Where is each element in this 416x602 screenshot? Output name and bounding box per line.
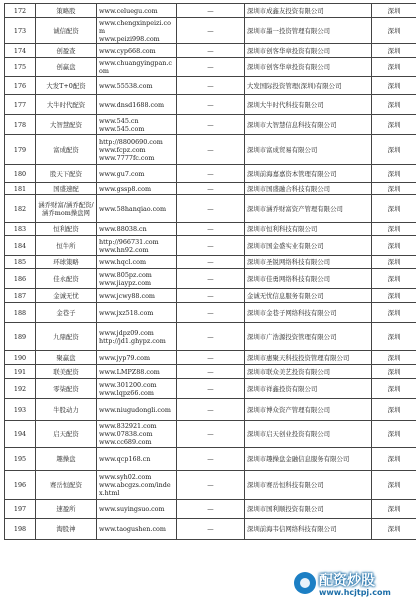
- cell-dash: —: [177, 289, 245, 303]
- cell-dash: —: [177, 448, 245, 471]
- table-row: [5, 289, 416, 303]
- cell-city: 深圳: [372, 351, 416, 365]
- cell-company: 大发国际投资管理(深圳)有限公司: [245, 77, 372, 95]
- cell-dash: —: [177, 519, 245, 540]
- cell-number: 188: [5, 303, 36, 323]
- watermark-logo-icon: [294, 572, 316, 594]
- cell-number: 194: [5, 421, 36, 448]
- cell-company: 深圳市涵乔财富资产管理有限公司: [245, 195, 372, 223]
- cell-website: www.niugudongli.com: [97, 399, 177, 421]
- cell-company: 深圳市恒利科技有限公司: [245, 223, 372, 236]
- cell-number: 187: [5, 289, 36, 303]
- cell-website: www.taogushen.com: [97, 519, 177, 540]
- cell-website: www.jcwy88.com: [97, 289, 177, 303]
- cell-number: 182: [5, 195, 36, 223]
- cell-city: 深圳: [372, 269, 416, 289]
- table-row: [5, 323, 416, 351]
- cell-city: 深圳: [372, 379, 416, 399]
- cell-platform-name: 九鼎配资: [36, 323, 97, 351]
- cell-platform-name: 趣操盘: [36, 448, 97, 471]
- cell-number: 197: [5, 500, 36, 519]
- cell-platform-name: 恒牛所: [36, 236, 97, 256]
- cell-dash: —: [177, 223, 245, 236]
- cell-number: 198: [5, 519, 36, 540]
- cell-platform-name: 环球策略: [36, 256, 97, 269]
- cell-platform-name: 牛股动力: [36, 399, 97, 421]
- cell-company: 深圳市墨一投资管理有限公司: [245, 18, 372, 44]
- cell-city: 深圳: [372, 500, 416, 519]
- cell-company: 深圳市联众美艺投资有限公司: [245, 365, 372, 379]
- cell-dash: —: [177, 399, 245, 421]
- cell-number: 196: [5, 471, 36, 500]
- cell-dash: —: [177, 365, 245, 379]
- cell-dash: —: [177, 77, 245, 95]
- table-row: [5, 58, 416, 77]
- cell-company: 深圳市祥鑫投资有限公司: [245, 379, 372, 399]
- cell-number: 192: [5, 379, 36, 399]
- cell-website: www.88038.cn: [97, 223, 177, 236]
- cell-dash: —: [177, 421, 245, 448]
- table-row: [5, 399, 416, 421]
- cell-website: www.832921.com www.07838.com www.cc689.com: [97, 421, 177, 448]
- platform-table: [4, 3, 416, 540]
- cell-website: www.gu7.com: [97, 165, 177, 183]
- cell-dash: —: [177, 195, 245, 223]
- table-row: [5, 115, 416, 135]
- cell-website: www.cyp668.com: [97, 44, 177, 58]
- cell-company: 深圳市成鑫友投资有限公司: [245, 4, 372, 18]
- cell-website: http://966731.com www.hn92.com: [97, 236, 177, 256]
- cell-website: www.chengxinpeizi.com www.peizi998.com: [97, 18, 177, 44]
- cell-company: 深圳市国利顺投资有限公司: [245, 500, 372, 519]
- table-row: [5, 365, 416, 379]
- cell-company: 金诚无忧信息服务有限公司: [245, 289, 372, 303]
- cell-website: www.syh02.com www.abcgzs.com/index.html: [97, 471, 177, 500]
- table-row: [5, 500, 416, 519]
- watermark-url: www.hcjtpj.com: [319, 588, 391, 597]
- cell-number: 181: [5, 183, 36, 195]
- cell-city: 深圳: [372, 256, 416, 269]
- cell-city: 深圳: [372, 4, 416, 18]
- table-row: [5, 135, 416, 165]
- cell-platform-name: 聚赢盘: [36, 351, 97, 365]
- table-row: [5, 95, 416, 115]
- cell-dash: —: [177, 18, 245, 44]
- cell-number: 186: [5, 269, 36, 289]
- cell-platform-name: 创盈查: [36, 44, 97, 58]
- cell-company: 深圳前海韦信网络科技有限公司: [245, 519, 372, 540]
- cell-company: 深圳市博众资产管理有限公司: [245, 399, 372, 421]
- cell-city: 深圳: [372, 44, 416, 58]
- cell-dash: —: [177, 500, 245, 519]
- cell-website: www.suyingsuo.com: [97, 500, 177, 519]
- cell-company: 深圳市国盛融合科技有限公司: [245, 183, 372, 195]
- cell-platform-name: 大智慧配资: [36, 115, 97, 135]
- table-row: [5, 4, 416, 18]
- table-row: [5, 44, 416, 58]
- cell-number: 185: [5, 256, 36, 269]
- cell-platform-name: 富成配资: [36, 135, 97, 165]
- cell-platform-name: 佳永配资: [36, 269, 97, 289]
- cell-dash: —: [177, 269, 245, 289]
- cell-website: http://8800690.com www.fcpz.com www.7777fc.com: [97, 135, 177, 165]
- cell-city: 深圳: [372, 448, 416, 471]
- cell-dash: —: [177, 135, 245, 165]
- cell-company: 深圳前海嘉嘉资本管理有限公司: [245, 165, 372, 183]
- cell-number: 173: [5, 18, 36, 44]
- cell-platform-name: 创赢盘: [36, 58, 97, 77]
- cell-website: www.hqcl.com: [97, 256, 177, 269]
- cell-company: 深圳市趣操盘金融信息服务有限公司: [245, 448, 372, 471]
- cell-dash: —: [177, 58, 245, 77]
- cell-platform-name: 大发T+0配资: [36, 77, 97, 95]
- cell-city: 深圳: [372, 183, 416, 195]
- cell-number: 174: [5, 44, 36, 58]
- cell-number: 175: [5, 58, 36, 77]
- cell-platform-name: 金巷子: [36, 303, 97, 323]
- table-row: [5, 303, 416, 323]
- cell-website: www.dnsd1688.com: [97, 95, 177, 115]
- cell-platform-name: 联美配资: [36, 365, 97, 379]
- cell-platform-name: 涵乔财富/涵乔配资/涵乔mom操盘网: [36, 195, 97, 223]
- cell-platform-name: 速盈所: [36, 500, 97, 519]
- cell-number: 195: [5, 448, 36, 471]
- cell-number: 176: [5, 77, 36, 95]
- cell-city: 深圳: [372, 519, 416, 540]
- cell-company: 深圳市赛岳恒科技有限公司: [245, 471, 372, 500]
- cell-website: www.qcp168.cn: [97, 448, 177, 471]
- cell-website: www.55538.com: [97, 77, 177, 95]
- cell-platform-name: 赛岳恒配资: [36, 471, 97, 500]
- cell-company: 深圳市启天创业投资有限公司: [245, 421, 372, 448]
- cell-city: 深圳: [372, 77, 416, 95]
- cell-city: 深圳: [372, 323, 416, 351]
- cell-company: 深圳市广浩源投资管理有限公司: [245, 323, 372, 351]
- cell-company: 深圳市惠聚天科技投资管理有限公司: [245, 351, 372, 365]
- cell-website: www.545.cn www.545.com: [97, 115, 177, 135]
- cell-company: 深圳市创客华章投资有限公司: [245, 58, 372, 77]
- table-row: [5, 379, 416, 399]
- cell-platform-name: 淘股神: [36, 519, 97, 540]
- cell-platform-name: 股天下配资: [36, 165, 97, 183]
- cell-number: 177: [5, 95, 36, 115]
- cell-city: 深圳: [372, 421, 416, 448]
- cell-city: 深圳: [372, 223, 416, 236]
- cell-city: 深圳: [372, 95, 416, 115]
- table-row: [5, 165, 416, 183]
- platform-table-body: [5, 4, 416, 540]
- cell-dash: —: [177, 303, 245, 323]
- cell-website: www.jdpz09.com http://jd1.ghypz.com: [97, 323, 177, 351]
- cell-city: 深圳: [372, 115, 416, 135]
- cell-dash: —: [177, 236, 245, 256]
- cell-website: www.58hanqiao.com: [97, 195, 177, 223]
- cell-city: 深圳: [372, 195, 416, 223]
- cell-city: 深圳: [372, 18, 416, 44]
- table-row: [5, 421, 416, 448]
- table-row: [5, 448, 416, 471]
- cell-dash: —: [177, 323, 245, 351]
- cell-number: 190: [5, 351, 36, 365]
- cell-company: 深圳大牛时代科技有限公司: [245, 95, 372, 115]
- cell-city: 深圳: [372, 399, 416, 421]
- cell-city: 深圳: [372, 236, 416, 256]
- cell-website: www.celuegu.com: [97, 4, 177, 18]
- cell-dash: —: [177, 4, 245, 18]
- cell-website: www.chuangyingpan.com: [97, 58, 177, 77]
- cell-platform-name: 恒利配资: [36, 223, 97, 236]
- cell-city: 深圳: [372, 303, 416, 323]
- cell-dash: —: [177, 115, 245, 135]
- cell-number: 191: [5, 365, 36, 379]
- cell-number: 189: [5, 323, 36, 351]
- cell-website: www.301200.com www.lqpz66.com: [97, 379, 177, 399]
- table-row: [5, 236, 416, 256]
- cell-website: www.805pz.com www.jiaypz.com: [97, 269, 177, 289]
- cell-number: 193: [5, 399, 36, 421]
- cell-dash: —: [177, 351, 245, 365]
- table-row: [5, 471, 416, 500]
- cell-dash: —: [177, 471, 245, 500]
- table-row: [5, 223, 416, 236]
- cell-platform-name: 国盛速配: [36, 183, 97, 195]
- table-row: [5, 269, 416, 289]
- cell-dash: —: [177, 95, 245, 115]
- cell-number: 180: [5, 165, 36, 183]
- cell-company: 深圳市佳勇网络科技有限公司: [245, 269, 372, 289]
- cell-company: 深圳市圣锐网络科技有限公司: [245, 256, 372, 269]
- cell-platform-name: 大牛时代配资: [36, 95, 97, 115]
- cell-number: 178: [5, 115, 36, 135]
- cell-city: 深圳: [372, 165, 416, 183]
- table-row: [5, 195, 416, 223]
- cell-dash: —: [177, 256, 245, 269]
- table-row: [5, 256, 416, 269]
- cell-company: 深圳市金巷子网络科技有限公司: [245, 303, 372, 323]
- table-row: [5, 519, 416, 540]
- cell-dash: —: [177, 183, 245, 195]
- table-row: [5, 183, 416, 195]
- cell-number: 184: [5, 236, 36, 256]
- cell-company: 深圳市大智慧信息科技有限公司: [245, 115, 372, 135]
- cell-company: 深圳市富成贸易有限公司: [245, 135, 372, 165]
- cell-website: www.jyp79.com: [97, 351, 177, 365]
- cell-platform-name: 金诚无忧: [36, 289, 97, 303]
- cell-number: 183: [5, 223, 36, 236]
- table-row: [5, 77, 416, 95]
- cell-website: www.jxz518.com: [97, 303, 177, 323]
- watermark-title: 配资炒股: [319, 573, 375, 589]
- cell-website: www.LMPZ88.com: [97, 365, 177, 379]
- cell-platform-name: 启天配资: [36, 421, 97, 448]
- cell-dash: —: [177, 165, 245, 183]
- cell-dash: —: [177, 44, 245, 58]
- cell-company: 深圳市创客华章投资有限公司: [245, 44, 372, 58]
- watermark: [294, 570, 412, 600]
- cell-dash: —: [177, 379, 245, 399]
- cell-city: 深圳: [372, 289, 416, 303]
- cell-platform-name: 诚信配资: [36, 18, 97, 44]
- cell-number: 179: [5, 135, 36, 165]
- cell-company: 深圳市国金盛实业有限公司: [245, 236, 372, 256]
- cell-city: 深圳: [372, 471, 416, 500]
- table-row: [5, 18, 416, 44]
- cell-website: www.gssp8.com: [97, 183, 177, 195]
- cell-city: 深圳: [372, 58, 416, 77]
- cell-platform-name: 零柒配资: [36, 379, 97, 399]
- table-row: [5, 351, 416, 365]
- cell-platform-name: 策略股: [36, 4, 97, 18]
- cell-number: 172: [5, 4, 36, 18]
- cell-city: 深圳: [372, 135, 416, 165]
- cell-city: 深圳: [372, 365, 416, 379]
